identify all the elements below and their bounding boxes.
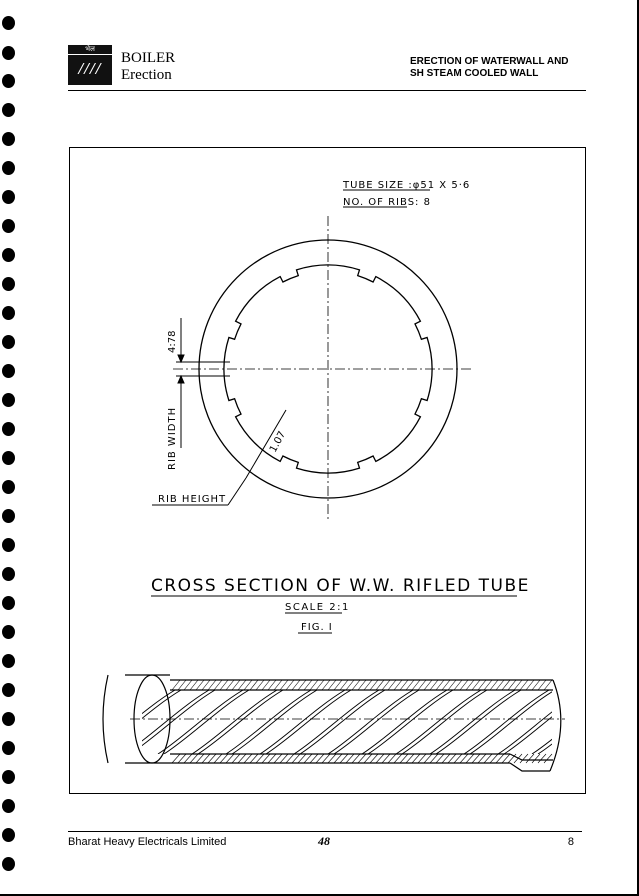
hatch-line xyxy=(412,680,420,690)
hatch-line xyxy=(316,680,324,690)
hatch-line xyxy=(256,680,264,690)
hatch-line xyxy=(304,680,312,690)
hatch-line xyxy=(178,680,186,690)
logo-mark: //// xyxy=(78,59,102,78)
hatch-line xyxy=(184,680,192,690)
hatch-line xyxy=(358,680,366,690)
hatch-line xyxy=(436,680,444,690)
hatch-line xyxy=(514,680,522,690)
page-number: 8 xyxy=(567,836,574,848)
hatch-line xyxy=(250,680,258,690)
punch-hole xyxy=(2,683,15,697)
punch-hole xyxy=(2,480,15,494)
rifling-line xyxy=(232,690,317,754)
hatch-line xyxy=(448,680,456,690)
rifling-line xyxy=(572,690,585,754)
header-title xyxy=(121,50,175,84)
hatch-line xyxy=(244,680,252,690)
page-header xyxy=(68,44,586,91)
hatch-line xyxy=(502,680,510,690)
hatch-line xyxy=(274,680,282,690)
hatch-line xyxy=(220,680,228,690)
punch-hole xyxy=(2,422,15,436)
rifling-line xyxy=(334,690,419,754)
hatch-line xyxy=(466,680,474,690)
hatch-line xyxy=(472,680,480,690)
hatch-line xyxy=(292,680,300,690)
tube-right-end xyxy=(550,680,561,771)
logo-top-text: भेल xyxy=(68,45,112,55)
company-name: Bharat Heavy Electricals Limited xyxy=(68,836,227,848)
punch-hole xyxy=(2,625,15,639)
tube-longitudinal-section xyxy=(90,675,585,771)
rib-height-label: RIB HEIGHT xyxy=(158,494,227,505)
scale-text: SCALE 2:1 xyxy=(285,602,350,613)
hatch-line xyxy=(286,680,294,690)
punch-hole xyxy=(2,132,15,146)
hatch-line xyxy=(388,680,396,690)
hatch-line xyxy=(520,680,528,690)
tube-cross-section xyxy=(173,216,472,520)
tube-size-text: TUBE SIZE :φ51 X 5·6 xyxy=(343,180,471,191)
hatch-line xyxy=(418,680,426,690)
hatch-line xyxy=(532,680,540,690)
hatch-line xyxy=(322,680,330,690)
rifling-line xyxy=(368,690,453,754)
hatch-line xyxy=(484,680,492,690)
punch-hole xyxy=(2,74,15,88)
punch-hole xyxy=(2,799,15,813)
drawing-frame xyxy=(69,147,586,794)
hatch-line xyxy=(202,680,210,690)
binder-punch-holes xyxy=(0,0,20,894)
fig-text: FIG. I xyxy=(301,622,333,633)
punch-hole xyxy=(2,364,15,378)
hatch-line xyxy=(196,680,204,690)
bhel-logo xyxy=(68,45,112,85)
rifling-line xyxy=(470,690,555,754)
hatch-line xyxy=(442,680,450,690)
header-title-line2: Erection xyxy=(121,67,172,83)
hatch-line xyxy=(226,680,234,690)
hatch-line xyxy=(478,680,486,690)
hatch-line xyxy=(400,680,408,690)
hatch-line xyxy=(382,680,390,690)
rifling-line xyxy=(436,690,521,754)
punch-hole xyxy=(2,567,15,581)
punch-hole xyxy=(2,857,15,871)
hatch-line xyxy=(370,680,378,690)
hatch-line xyxy=(454,680,462,690)
tube-end-cap xyxy=(103,675,108,763)
punch-hole xyxy=(2,335,15,349)
punch-hole xyxy=(2,393,15,407)
hatch-line xyxy=(490,680,498,690)
punch-hole xyxy=(2,538,15,552)
rifling-line xyxy=(402,690,487,754)
rifling-line xyxy=(300,690,385,754)
rifling-line xyxy=(266,690,351,754)
punch-hole xyxy=(2,46,15,60)
handwritten-page-number: 48 xyxy=(318,834,330,848)
punch-hole xyxy=(2,277,15,291)
punch-hole xyxy=(2,161,15,175)
punch-hole xyxy=(2,596,15,610)
hatch-line xyxy=(544,680,552,690)
drawing-caption: CROSS SECTION OF W.W. RIFLED TUBE xyxy=(151,576,530,596)
hatch-line xyxy=(460,680,468,690)
hatch-line xyxy=(190,680,198,690)
hatch-line xyxy=(268,680,276,690)
punch-hole xyxy=(2,248,15,262)
hatch-line xyxy=(346,680,354,690)
page-footer xyxy=(68,831,582,850)
section-title xyxy=(410,56,569,80)
rifling-line xyxy=(198,690,283,754)
hatch-line xyxy=(238,680,246,690)
punch-hole xyxy=(2,306,15,320)
section-title-line1: ERECTION OF WATERWALL AND xyxy=(410,56,569,67)
punch-hole xyxy=(2,712,15,726)
hatch-line xyxy=(376,680,384,690)
rifling-line xyxy=(164,690,249,754)
arrowhead xyxy=(178,376,184,383)
punch-hole xyxy=(2,509,15,523)
rib-width-value: 4:78 xyxy=(167,330,178,353)
bottom-wall-hatching xyxy=(172,754,552,763)
rifling-line xyxy=(130,690,215,754)
hatch-line xyxy=(508,680,516,690)
rib-height-leader xyxy=(228,478,246,505)
punch-hole xyxy=(2,451,15,465)
hatch-line xyxy=(496,680,504,690)
punch-hole xyxy=(2,103,15,117)
hatch-line xyxy=(310,680,318,690)
hatch-line xyxy=(364,680,372,690)
hatch-line xyxy=(406,680,414,690)
hatch-line xyxy=(334,680,342,690)
punch-hole xyxy=(2,654,15,668)
hatch-line xyxy=(172,680,180,690)
hatch-line xyxy=(340,680,348,690)
rifling-line xyxy=(504,690,585,754)
rifled-tube-drawing xyxy=(70,148,585,793)
rifling-line xyxy=(566,690,585,754)
hatch-line xyxy=(262,680,270,690)
hatch-line xyxy=(430,680,438,690)
punch-hole xyxy=(2,828,15,842)
hatch-line xyxy=(298,680,306,690)
hatch-line xyxy=(280,680,288,690)
header-title-line1: BOILER xyxy=(121,50,176,66)
punch-hole xyxy=(2,219,15,233)
hatch-line xyxy=(424,680,432,690)
hatch-line xyxy=(328,680,336,690)
top-wall-hatching xyxy=(172,680,552,690)
rib-height-value: 1.07 xyxy=(267,429,289,455)
rib-width-label: RIB WIDTH xyxy=(167,406,178,470)
hatch-line xyxy=(352,680,360,690)
hatch-line xyxy=(232,680,240,690)
hatch-line xyxy=(538,680,546,690)
punch-hole xyxy=(2,190,15,204)
hatch-line xyxy=(394,680,402,690)
section-title-line2: SH STEAM COOLED WALL xyxy=(410,68,539,79)
ribs-count-text: NO. OF RIBS: 8 xyxy=(343,197,431,208)
hatch-line xyxy=(526,680,534,690)
punch-hole xyxy=(2,16,15,30)
hatch-line xyxy=(214,680,222,690)
rifling-helix-lines xyxy=(90,690,585,754)
wall-step-outer xyxy=(510,763,550,771)
punch-hole xyxy=(2,770,15,784)
punch-hole xyxy=(2,741,15,755)
hatch-line xyxy=(208,680,216,690)
arrowhead xyxy=(178,355,184,362)
